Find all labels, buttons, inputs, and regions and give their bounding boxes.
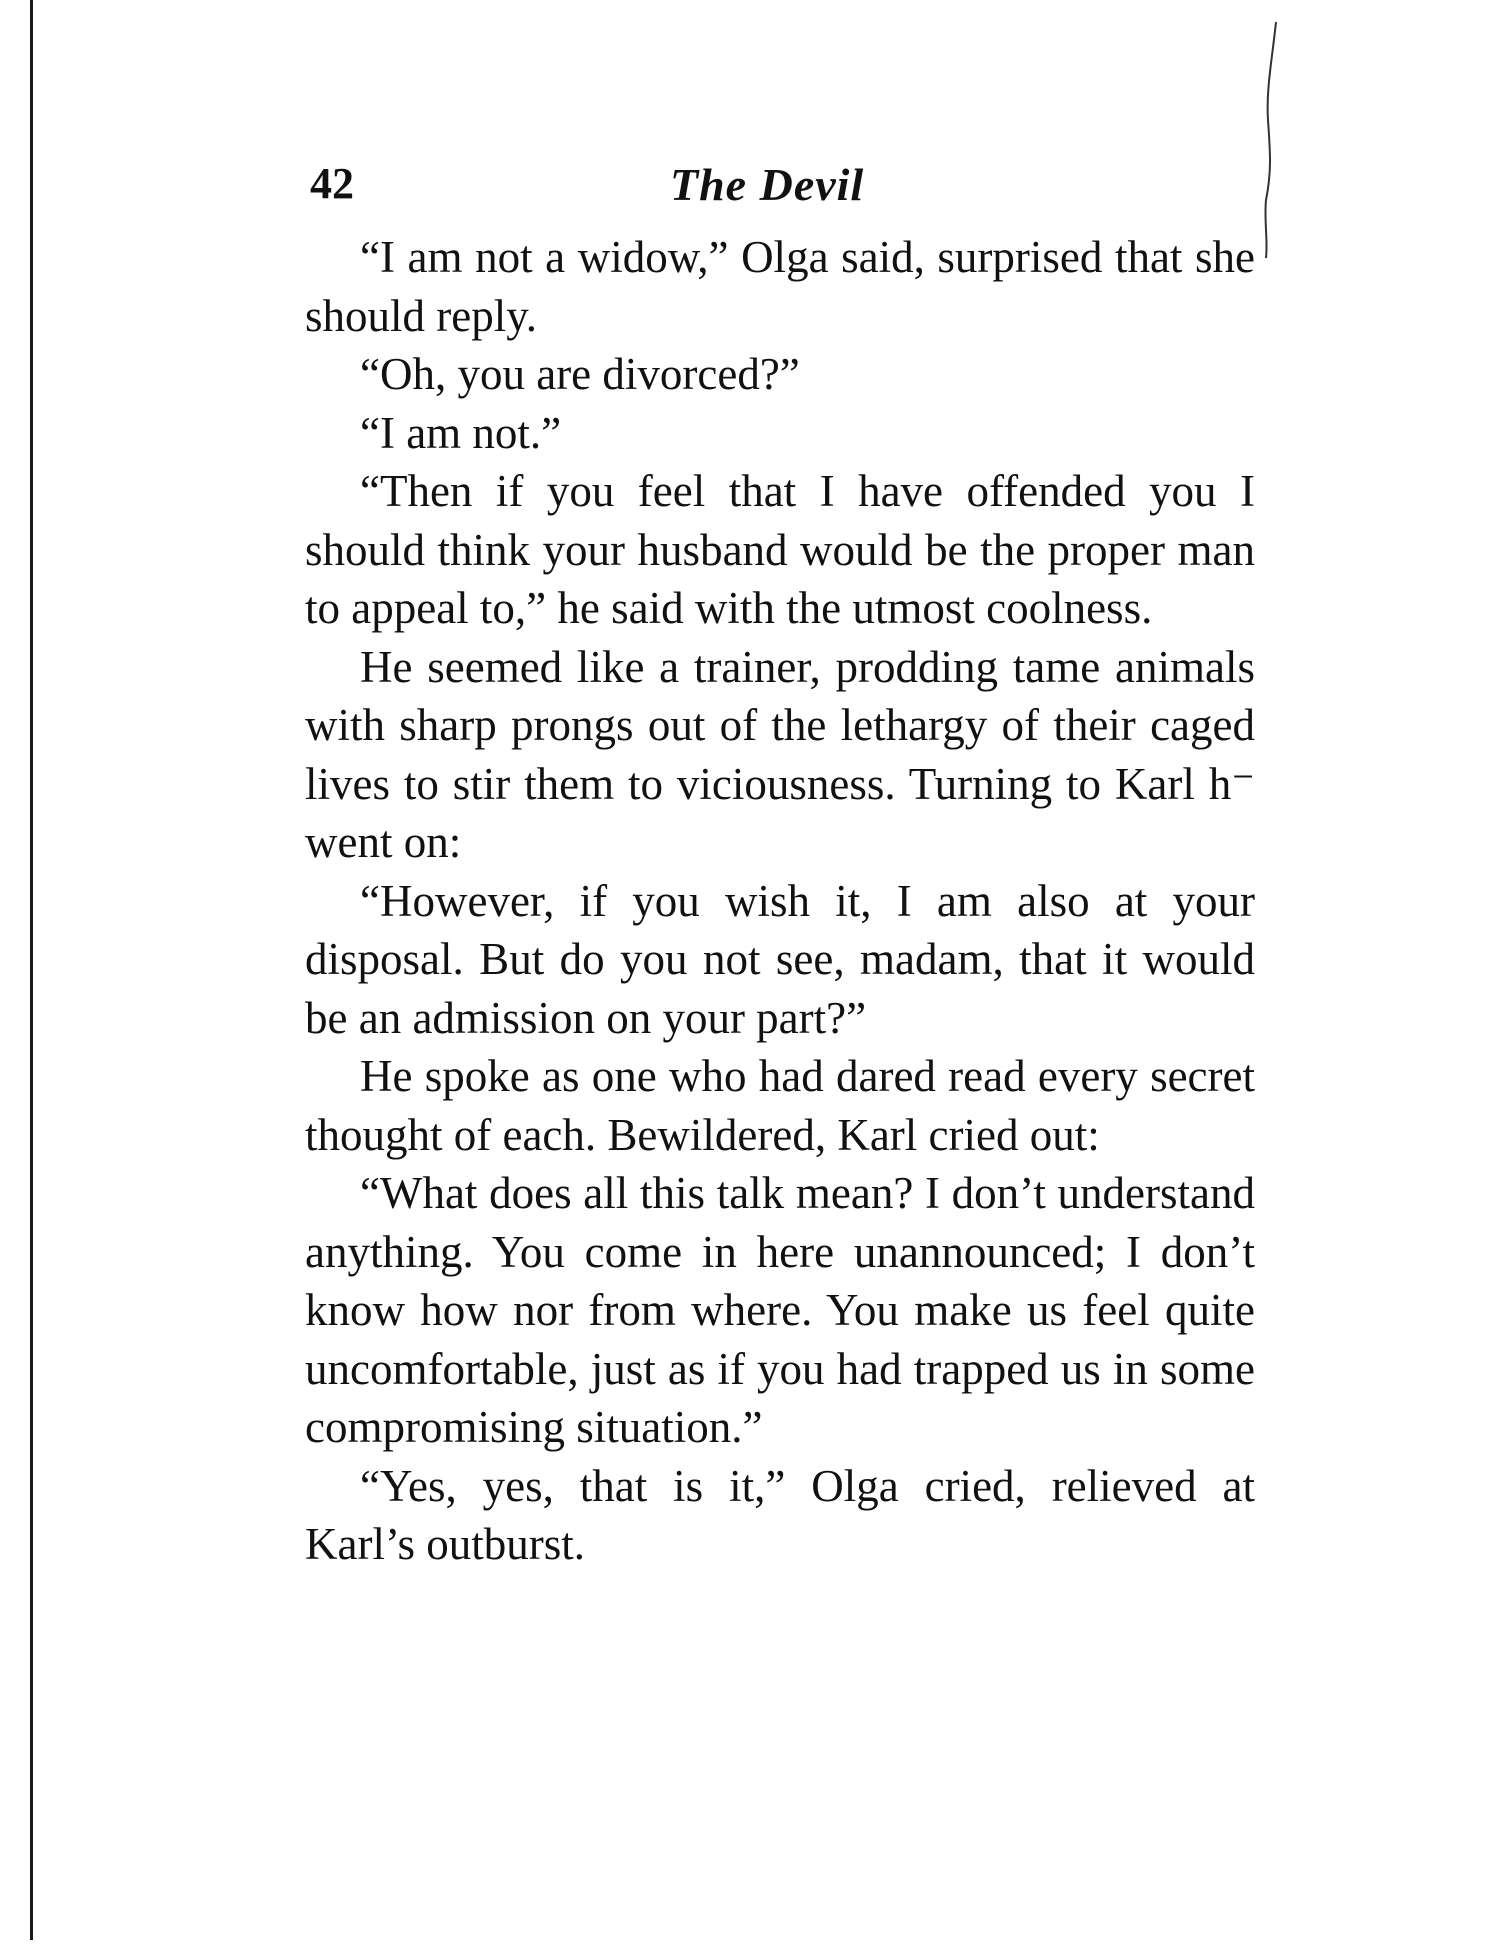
paragraph: “I am not.” — [360, 407, 562, 458]
paragraph: “Yes, yes, that is it,” Olga cried, relieved at Karl’s outburst. — [305, 1460, 1255, 1569]
running-title: The Devil — [670, 159, 865, 210]
paragraph: He spoke as one who had dared read every secret thought of each. Bewildered, Karl cried out: — [305, 1051, 1255, 1160]
body-text — [305, 228, 1255, 1574]
page-header — [310, 158, 1260, 218]
paragraph: “Oh, you are divorced?” — [360, 349, 800, 399]
paragraph: “Then if you feel that I have offended you I should think your husband would be the proper man to appeal to,” he said with the utmost coolness. — [305, 466, 1255, 633]
paragraph: “I am not a widow,” Olga said, surprised that she should reply. — [305, 232, 1255, 341]
binding-edge-line — [30, 0, 33, 1940]
paragraph: “What does all this talk mean? I don’t understand anything. You come in here unannounced; I don’t know how nor from where. You make us feel quite uncomfortable, just as if you had trapped us in some compromising situation.” — [305, 1168, 1255, 1452]
margin-pencil-mark — [1246, 20, 1286, 260]
paragraph: He seemed like a trainer, prodding tame animals with sharp prongs out of the lethargy of their caged lives to stir them to viciousness. Turning to Karl h⁻ went on: — [305, 641, 1255, 867]
page-number: 42 — [310, 159, 354, 208]
paragraph: “However, if you wish it, I am also at your disposal. But do you not see, madam, that it would be an admission on your part?” — [305, 875, 1255, 1043]
